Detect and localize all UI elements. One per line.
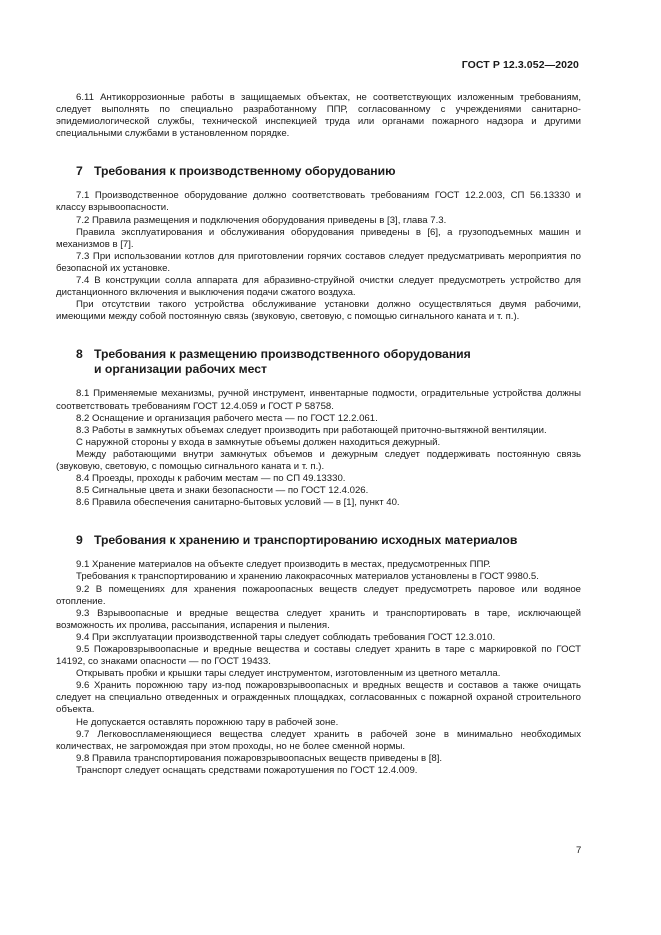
document-code-header: ГОСТ Р 12.3.052—2020 [461,59,579,71]
paragraph: 6.11 Антикоррозионные работы в защищаемых объектах, не соответствующих изложенным требованиям, следует выполнять по специально разработанному ППР, согласованному с учреждениями санитарно-эпидемиологической службы, технической инспекцией труда или органами пожарного надзора и другими специальными службами в установленном порядке. [56,92,581,140]
paragraph: 7.2 Правила размещения и подключения оборудования приведены в [3], глава 7.3. [76,214,447,226]
section-number: 9 [76,533,83,548]
paragraph: Между работающими внутри замкнутых объемов и дежурным следует поддерживать постоянную связь (звуковую, световую, с помощью сигнального каната и т. п.). [56,448,581,472]
paragraph: 7.4 В конструкции солла аппарата для абразивно-струйной очистки следует предусмотреть устройство для дистанционного включения и выключения подачи сжатого воздуха. [56,275,581,299]
section-heading [56,164,581,179]
paragraph: Требования к транспортированию и хранению лакокрасочных материалов установлены в ГОСТ 9980.5. [76,571,539,583]
section-heading [56,533,581,548]
section-number: 8 [76,347,83,362]
paragraph: Транспорт следует оснащать средствами пожаротушения по ГОСТ 12.4.009. [76,764,418,776]
paragraph: 9.8 Правила транспортирования пожаровзрывоопасных веществ приведены в [8]. [76,752,443,764]
paragraph: 8.4 Проезды, проходы к рабочим местам — по СП 49.13330. [76,473,346,485]
paragraph: 9.5 Пожаровзрывоопасные и вредные вещества и составы следует хранить в таре с маркировкой по ГОСТ 14192, со знаками опасности — по ГОСТ 19433. [56,644,581,668]
paragraph: 9.2 В помещениях для хранения пожароопасных веществ следует предусмотреть паровое или водяное отопление. [56,583,581,607]
paragraph: 8.1 Применяемые механизмы, ручной инструмент, инвентарные подмости, оградительные устройства должны соответствовать требованиям ГОСТ 12.4.059 и ГОСТ Р 58758. [56,388,581,412]
page-number: 7 [576,845,582,856]
paragraph: 8.2 Оснащение и организация рабочего места — по ГОСТ 12.2.061. [76,412,378,424]
paragraph: 9.7 Легковоспламеняющиеся вещества следует хранить в рабочей зоне в минимально необходимых количествах, не загромождая при этом проходы, но не более сменной нормы. [56,728,581,752]
section-title: Требования к размещению производственного оборудования [94,347,471,362]
paragraph: Не допускается оставлять порожнюю тару в рабочей зоне. [76,716,339,728]
section-number: 7 [76,164,83,179]
section-title: Требования к хранению и транспортированию исходных материалов [94,533,518,548]
paragraph: Правила эксплуатирования и обслуживания оборудования приведены в [6], а грузоподъемных машин и механизмов в [7]. [56,226,581,250]
paragraph: 8.6 Правила обеспечения санитарно-бытовых условий — в [1], пункт 40. [76,497,400,509]
paragraph: С наружной стороны у входа в замкнутые объемы должен находиться дежурный. [76,436,441,448]
section-title: Требования к производственному оборудованию [94,164,396,179]
document-body [56,92,581,777]
paragraph: 7.3 При использовании котлов для приготовлении горячих составов следует предусматривать мероприятия по безопасной их установке. [56,250,581,274]
paragraph: Открывать пробки и крышки тары следует инструментом, изготовленным из цветного металла. [76,668,501,680]
paragraph: 7.1 Производственное оборудование должно соответствовать требованиям ГОСТ 12.2.003, СП 56.13330 и классу взрывоопасности. [56,190,581,214]
paragraph: 9.6 Хранить порожнюю тару из-под пожаровзрывоопасных и вредных веществ и составов а также очищать следует на специально отведенных и огражденных площадках, согласованных с пожарной охраной строительного объекта. [56,680,581,716]
section-title-continuation: и организации рабочих мест [94,362,268,377]
paragraph: 9.1 Хранение материалов на объекте следует производить в местах, предусмотренных ППР. [76,559,491,571]
paragraph: 9.4 При эксплуатации производственной тары следует соблюдать требования ГОСТ 12.3.010. [76,631,496,643]
paragraph: При отсутствии такого устройства обслуживание установки должно осуществляться двумя рабочими, имеющими между собой постоянную связь (звуковую, световую, с помощью сигнального каната и т. п.). [56,299,581,323]
section-heading [56,347,581,377]
paragraph: 8.5 Сигнальные цвета и знаки безопасности — по ГОСТ 12.4.026. [76,485,369,497]
paragraph: 8.3 Работы в замкнутых объемах следует производить при работающей приточно-вытяжной вентиляции. [76,424,547,436]
paragraph: 9.3 Взрывоопасные и вредные вещества следует хранить и транспортировать в таре, исключающей возможность их пролива, рассыпания, испарения и пыления. [56,607,581,631]
